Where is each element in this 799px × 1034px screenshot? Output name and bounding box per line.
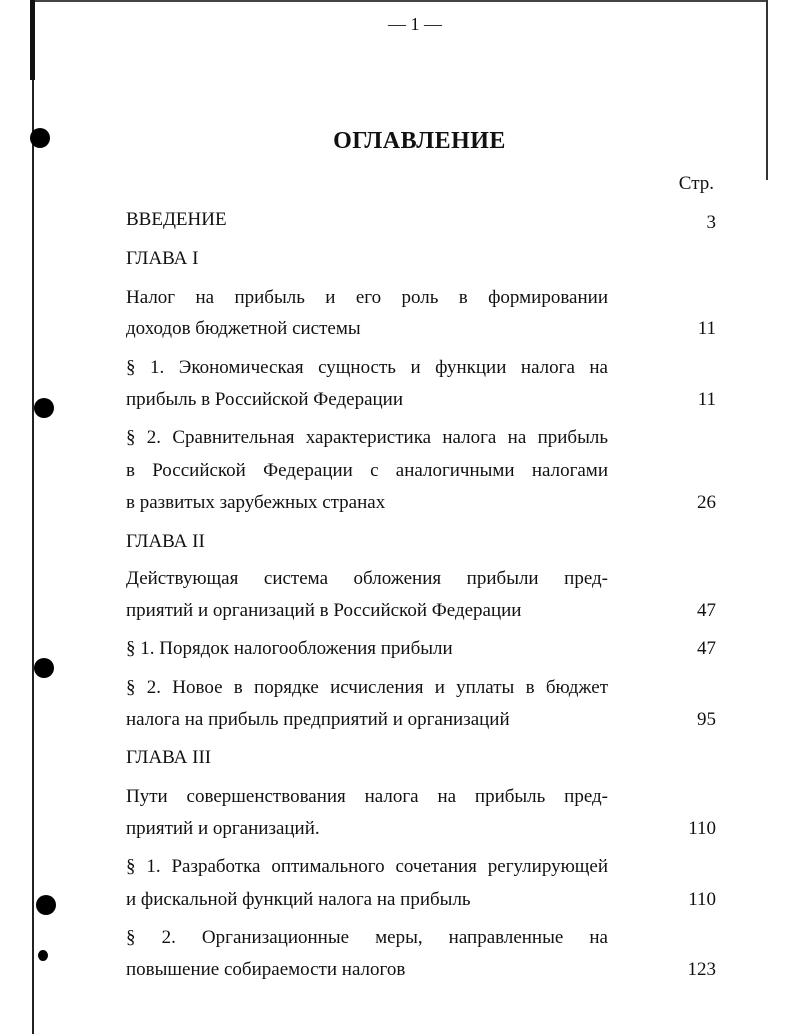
toc-page-chapter-2-section-2: 95	[697, 709, 716, 730]
binder-hole	[34, 398, 54, 418]
toc-page-chapter-2-title: 47	[697, 600, 716, 621]
toc-entry-chapter-3-section-1-line2: и фискальной функций налога на прибыль	[126, 889, 471, 910]
toc-entry-chapter-3-title: Пути совершенствования налога на прибыль пред-	[126, 786, 608, 807]
toc-page-chapter-1-title: 11	[697, 318, 716, 339]
toc-entry-chapter-3-section-2: § 2. Организационные меры, направленные на	[126, 927, 608, 948]
chapter-heading-1: ГЛАВА I	[126, 248, 199, 269]
toc-page-chapter-2-section-1: 47	[697, 638, 716, 659]
page-column-label: Стр.	[678, 173, 714, 194]
scan-top-edge	[34, 0, 768, 2]
toc-entry-chapter-2-title-line2: приятий и организаций в Российской Федерации	[126, 600, 522, 621]
toc-entry-chapter-1-section-2-line3: в развитых зарубежных странах	[126, 492, 386, 513]
toc-entry-chapter-2-section-1: § 1. Порядок налогообложения прибыли	[126, 638, 453, 659]
chapter-heading-3: ГЛАВА III	[126, 747, 212, 768]
toc-entry-chapter-1-section-1: § 1. Экономическая сущность и функции налога на	[126, 357, 608, 378]
toc-page-intro: 3	[706, 212, 716, 233]
toc-entry-chapter-1-section-2-line2: в Российской Федерации с аналогичными налогами	[126, 460, 608, 481]
toc-entry-chapter-1-title: Налог на прибыль и его роль в формировании	[126, 287, 608, 308]
toc-entry-chapter-3-title-line2: приятий и организаций.	[126, 818, 320, 839]
toc-page-chapter-1-section-2: 26	[697, 492, 716, 513]
toc-entry-chapter-2-section-2-line2: налога на прибыль предприятий и организаций	[126, 709, 510, 730]
toc-entry-chapter-3-section-1: § 1. Разработка оптимального сочетания регулирующей	[126, 856, 608, 877]
chapter-heading-2: ГЛАВА II	[126, 531, 205, 552]
scan-left-edge	[30, 0, 35, 80]
toc-entry-intro: ВВЕДЕНИЕ	[126, 209, 227, 230]
toc-page-chapter-3-title: 110	[688, 818, 716, 839]
toc-page-chapter-1-section-1: 11	[697, 389, 716, 410]
toc-entry-chapter-3-section-2-line2: повышение собираемости налогов	[126, 959, 406, 980]
page-title: ОГЛАВЛЕНИЕ	[333, 128, 506, 154]
toc-page-chapter-3-section-1: 110	[688, 889, 716, 910]
scan-left-edge-line	[32, 80, 34, 1034]
toc-entry-chapter-1-title-line2: доходов бюджетной системы	[126, 318, 361, 339]
binder-hole	[36, 895, 56, 915]
toc-entry-chapter-1-section-1-line2: прибыль в Российской Федерации	[126, 389, 404, 410]
toc-page-chapter-3-section-2: 123	[687, 959, 716, 980]
binder-hole	[34, 658, 54, 678]
toc-entry-chapter-2-section-2: § 2. Новое в порядке исчисления и уплаты в бюджет	[126, 677, 608, 698]
toc-entry-chapter-2-title: Действующая система обложения прибыли пред-	[126, 568, 608, 589]
page-number: — 1 —	[388, 14, 442, 34]
binder-hole	[38, 950, 48, 961]
toc-entry-chapter-1-section-2: § 2. Сравнительная характеристика налога на прибыль	[126, 427, 608, 448]
